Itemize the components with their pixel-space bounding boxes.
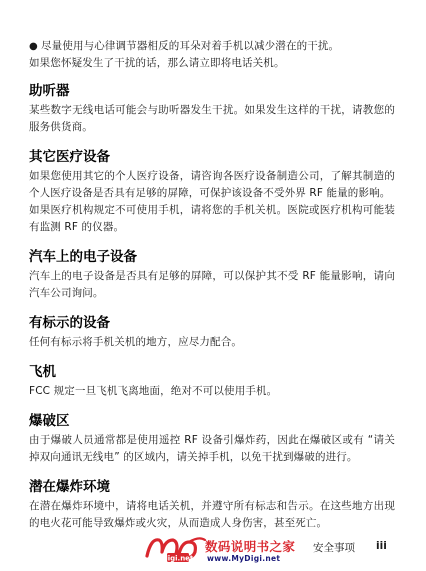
page-footer [145, 534, 405, 564]
mydigi-logo-graphic [145, 534, 207, 564]
section-heading-other-medical: 其它医疗设备 [29, 149, 110, 165]
section-heading-aircraft: 飞机 [29, 364, 56, 380]
section-paragraph: 如果医疗机构规定不可使用手机，请将您的手机关机。医院或医疗机构可能装有监测 RF 的仪器。 [29, 204, 395, 233]
section-paragraph: 由于爆破人员通常都是使用遥控 RF 设备引爆炸药，因此在爆破区或有 “请关掉双向通讯无线电” 的区域内，请关掉手机，以免干扰到爆破的进行。 [29, 434, 395, 463]
footer-section-name: 安全事项 [313, 542, 355, 554]
section-paragraph: 如果您使用其它的个人医疗设备，请咨询各医疗设备制造公司，了解其制造的个人医疗设备是否具有足够的屏障，可保护该设备不受外界 RF 能量的影响。 [29, 170, 395, 199]
bullet-icon: ● [29, 41, 38, 52]
section-heading-hearing-aids: 助听器 [29, 83, 70, 99]
section-heading-blasting-areas: 爆破区 [29, 413, 70, 429]
intro-bullet-text: 尽量使用与心律调节器相反的耳朵对着手机以减少潜在的干扰。 [41, 40, 340, 52]
mydigi-logo [145, 534, 207, 564]
svg-text:digi.net: digi.net [162, 554, 194, 563]
section-heading-vehicle-electronics: 汽车上的电子设备 [29, 249, 137, 265]
section-paragraph: 在潜在爆炸环境中，请将电话关机，并遵守所有标志和告示。在这些地方出现的电火花可能导致爆炸或火灾，从而造成人身伤害，甚至死亡。 [29, 500, 395, 529]
section-paragraph: 某些数字无线电话可能会与助听器发生干扰。如果发生这样的干扰，请教您的服务供货商。 [29, 104, 395, 133]
brand-url: www.MyDigi.net [207, 554, 281, 563]
section-paragraph: 任何有标示将手机关机的地方，应尽力配合。 [29, 336, 242, 348]
page-number: iii [376, 540, 387, 552]
section-paragraph: 汽车上的电子设备是否具有足够的屏障，可以保护其不受 RF 能量影响，请向汽车公司询问。 [29, 270, 395, 299]
intro-bullet [29, 38, 395, 55]
section-heading-posted-facilities: 有标示的设备 [29, 315, 110, 331]
brand-name: 数码说明书之家 [205, 539, 296, 554]
section-paragraph: FCC 规定一旦飞机飞离地面，绝对不可以使用手机。 [29, 385, 278, 397]
intro-note: 如果您怀疑发生了干扰的话，那么请立即将电话关机。 [29, 57, 285, 69]
section-heading-explosive-atmospheres: 潜在爆炸环境 [29, 479, 110, 495]
document-page [29, 38, 395, 532]
